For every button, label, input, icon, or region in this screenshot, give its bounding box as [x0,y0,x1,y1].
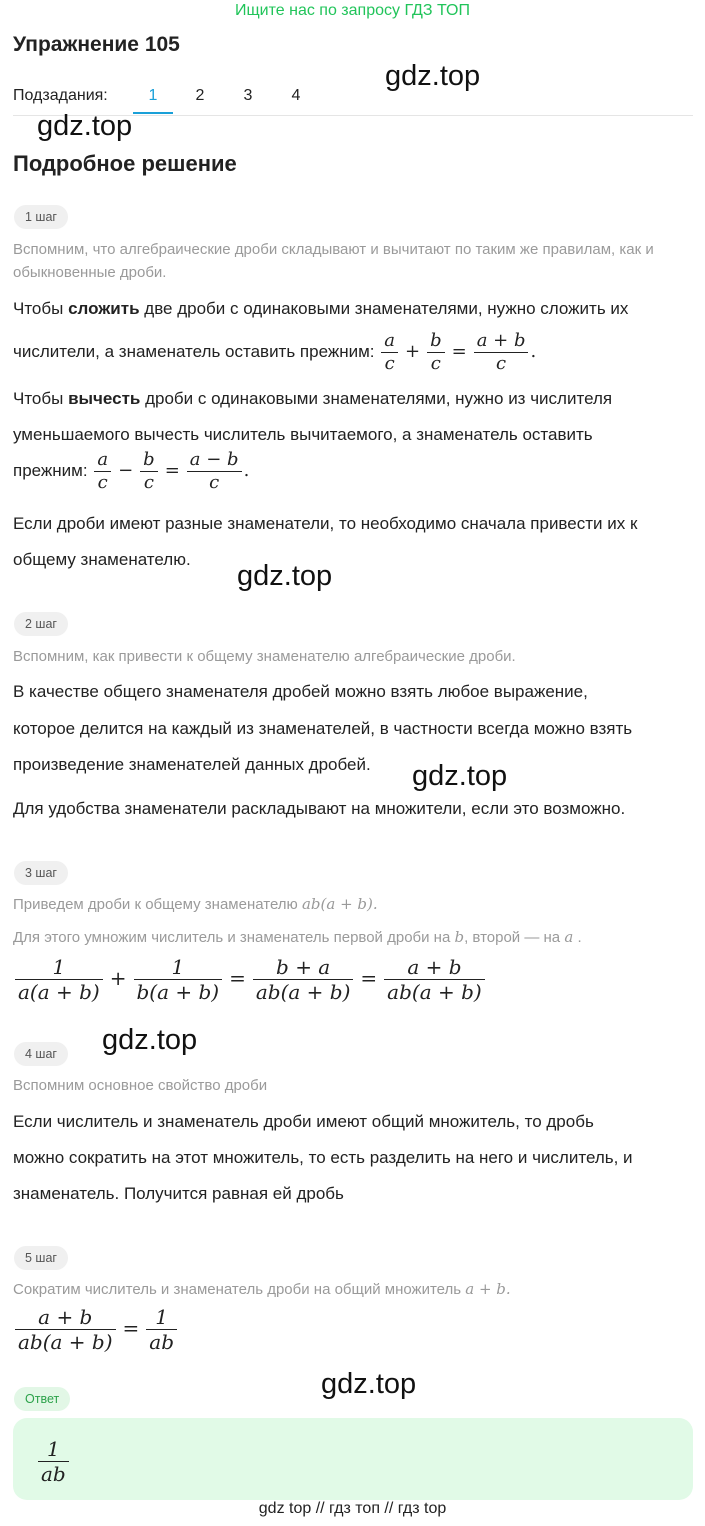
common-denominator-formula: $\frac{1}{a(a + b)}$ + $\frac{1}{b(a + b)}$ = $\frac{b + a}{ab(a + b)}$ = $\frac{a + b}{ab(a + b)}$ [13,955,487,1004]
answer-formula: $\frac{1}{ab}$ [36,1437,71,1486]
step-hint: Вспомним основное свойство дроби [13,1077,268,1094]
watermark: gdz.top [237,560,333,592]
step-text: Чтобы вычесть дроби с одинаковыми знаменателями, нужно из числителя [13,389,613,408]
search-banner[interactable]: Ищите нас по запросу ГДЗ ТОП [235,2,470,19]
footer-links[interactable]: gdz top // гдз топ // гдз top [258,1500,447,1517]
subtask-tab-1[interactable]: 1 [148,87,158,104]
answer-box [13,1418,693,1500]
watermark: gdz.top [385,60,481,92]
watermark: gdz.top [321,1368,417,1400]
active-tab-indicator [133,112,173,114]
answer-badge: Ответ [14,1387,70,1411]
step-text: В качестве общего знаменателя дробей можно взять любое выражение, [13,682,588,701]
difference-formula: $\frac{a}{c}$ − $\frac{b}{c}$ = $\frac{a - b}{c}$ . [92,460,249,481]
step-text: числители, а знаменатель оставить прежним: $\frac{a}{c}$ + $\frac{b}{c}$ = $\frac{a + b}{c}$ . [13,330,537,374]
step-hint: Вспомним, что алгебраические дроби складывают и вычитают по таким же правилам, как и обыкновенные дроби. [13,241,654,281]
step-badge: 3 шаг [14,861,68,885]
sum-formula: $\frac{a}{c}$ + $\frac{b}{c}$ = $\frac{a + b}{c}$ . [379,341,536,362]
exercise-title: Упражнение 105 [13,33,180,56]
watermark: gdz.top [412,760,508,792]
subtasks-label: Подзадания: [13,87,108,104]
step-text: знаменатель. Получится равная ей дробь [13,1184,344,1203]
step-text: прежним: $\frac{a}{c}$ − $\frac{b}{c}$ = $\frac{a - b}{c}$ . [13,449,250,493]
step-text: Если числитель и знаменатель дроби имеют общий множитель, то дробь [13,1112,594,1131]
step-hint: Приведем дроби к общему знаменателю ab(a + b). [13,895,378,913]
subtask-tab-4[interactable]: 4 [291,87,301,104]
subtask-tab-3[interactable]: 3 [243,87,253,104]
step-text: общему знаменателю. [13,550,191,569]
step-badge: 5 шаг [14,1246,68,1270]
subtask-tab-2[interactable]: 2 [195,87,205,104]
step-text: которое делится на каждый из знаменателей, в частности всегда можно взять [13,719,633,738]
step-text: Чтобы сложить две дроби с одинаковыми знаменателями, нужно сложить их [13,299,629,318]
watermark: gdz.top [102,1024,198,1056]
step-text: можно сократить на этот множитель, то есть разделить на него и числитель, и [13,1148,633,1167]
step-text: Для удобства знаменатели раскладывают на множители, если это возможно. [13,799,626,818]
step-hint: Для этого умножим числитель и знаменатель первой дроби на b, второй — на a . [13,928,582,946]
watermark: gdz.top [37,110,133,142]
step-text: Если дроби имеют разные знаменатели, то необходимо сначала привести их к [13,514,638,533]
step-text: уменьшаемого вычесть числитель вычитаемого, а знаменатель оставить [13,425,593,444]
section-title: Подробное решение [13,151,237,176]
step-badge: 1 шаг [14,205,68,229]
step-badge: 2 шаг [14,612,68,636]
step-badge: 4 шаг [14,1042,68,1066]
step-hint: Вспомним, как привести к общему знаменателю алгебраические дроби. [13,648,516,665]
step-hint: Сократим числитель и знаменатель дроби на общий множитель a + b. [13,1280,511,1298]
reduction-formula: $\frac{a + b}{ab(a + b)}$ = $\frac{1}{ab}$ [13,1305,179,1354]
step-text: произведение знаменателей данных дробей. [13,755,371,774]
